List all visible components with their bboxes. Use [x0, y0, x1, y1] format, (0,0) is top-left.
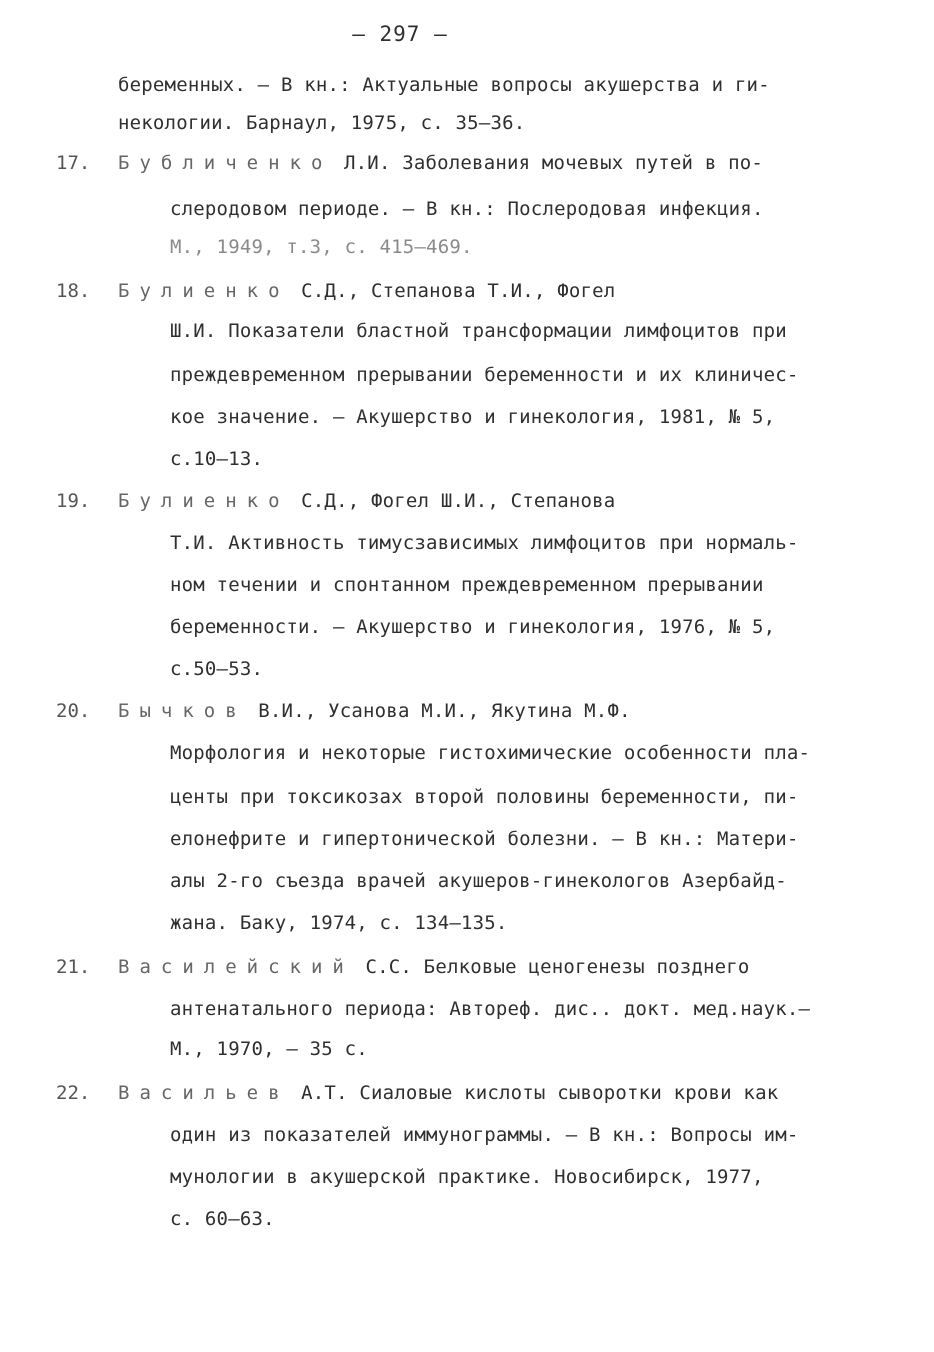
entry-author: Булиенко — [118, 280, 290, 302]
entry-line: М., 1949, т.3, с. 415–469. — [170, 236, 473, 258]
entry-line: центы при токсикозах второй половины беременности, пи- — [170, 786, 799, 808]
entry-author: Васильев — [118, 1082, 290, 1104]
entry-author: Бубличенко — [118, 152, 333, 174]
entry-line: кое значение. – Акушерство и гинекология, 1981, № 5, — [170, 406, 776, 428]
entry-line: слеродовом периоде. – В кн.: Послеродовая инфекция. — [170, 198, 764, 220]
entry-line: мунологии в акушерской практике. Новосибирск, 1977, — [170, 1166, 764, 1188]
entry-line: жана. Баку, 1974, с. 134–135. — [170, 912, 508, 934]
entry-line: антенатального периода: Автореф. дис.. докт. мед.наук.– — [170, 998, 811, 1020]
entry-author: Василейский — [118, 956, 354, 978]
entry-line: с.10–13. — [170, 448, 264, 470]
entry-number: 17. — [56, 152, 91, 174]
entry-first-line — [118, 278, 615, 304]
entry-line: Морфология и некоторые гистохимические особенности пла- — [170, 742, 811, 764]
entry-first-line — [118, 150, 763, 176]
entry-first-line-rest: С.Д., Степанова Т.И., Фогел — [289, 280, 616, 302]
continuation-line-1: беременных. – В кн.: Актуальные вопросы акушерства и ги- — [118, 74, 770, 96]
entry-first-line-rest: В.И., Усанова М.И., Якутина М.Ф. — [246, 700, 631, 722]
entry-first-line-rest: Л.И. Заболевания мочевых путей в по- — [332, 152, 764, 174]
entry-line: Ш.И. Показатели бластной трансформации лимфоцитов при — [170, 320, 787, 342]
entry-author: Бычков — [118, 700, 247, 722]
entry-line: ном течении и спонтанном преждевременном прерывании — [170, 574, 764, 596]
entry-line: беременности. – Акушерство и гинекология, 1976, № 5, — [170, 616, 776, 638]
entry-line: елонефрите и гипертонической болезни. – В кн.: Матери- — [170, 828, 799, 850]
entry-first-line — [118, 488, 615, 514]
entry-first-line — [118, 1080, 778, 1106]
entry-number: 19. — [56, 490, 91, 512]
page-number: – 297 – — [352, 22, 448, 46]
entry-line: один из показателей иммунограммы. – В кн.: Вопросы им- — [170, 1124, 799, 1146]
entry-author: Булиенко — [118, 490, 290, 512]
entry-first-line-rest: С.Д., Фогел Ш.И., Степанова — [289, 490, 616, 512]
entry-line: Т.И. Активность тимусзависимых лимфоцитов при нормаль- — [170, 532, 799, 554]
entry-line: М., 1970, – 35 с. — [170, 1038, 368, 1060]
entry-first-line-rest: А.Т. Сиаловые кислоты сыворотки крови как — [289, 1082, 779, 1104]
entry-line: с. 60–63. — [170, 1208, 275, 1230]
entry-line: преждевременном прерывании беременности и их клиничес- — [170, 364, 799, 386]
entry-line: с.50–53. — [170, 658, 264, 680]
entry-first-line — [118, 698, 631, 724]
entry-line: алы 2-го съезда врачей акушеров-гинекологов Азербайд- — [170, 870, 787, 892]
entry-first-line-rest: С.С. Белковые ценогенезы позднего — [353, 956, 750, 978]
entry-first-line — [118, 954, 750, 980]
continuation-line-2: некологии. Барнаул, 1975, с. 35–36. — [118, 112, 526, 134]
entry-number: 18. — [56, 280, 91, 302]
entry-number: 22. — [56, 1082, 91, 1104]
entry-number: 20. — [56, 700, 91, 722]
entry-number: 21. — [56, 956, 91, 978]
